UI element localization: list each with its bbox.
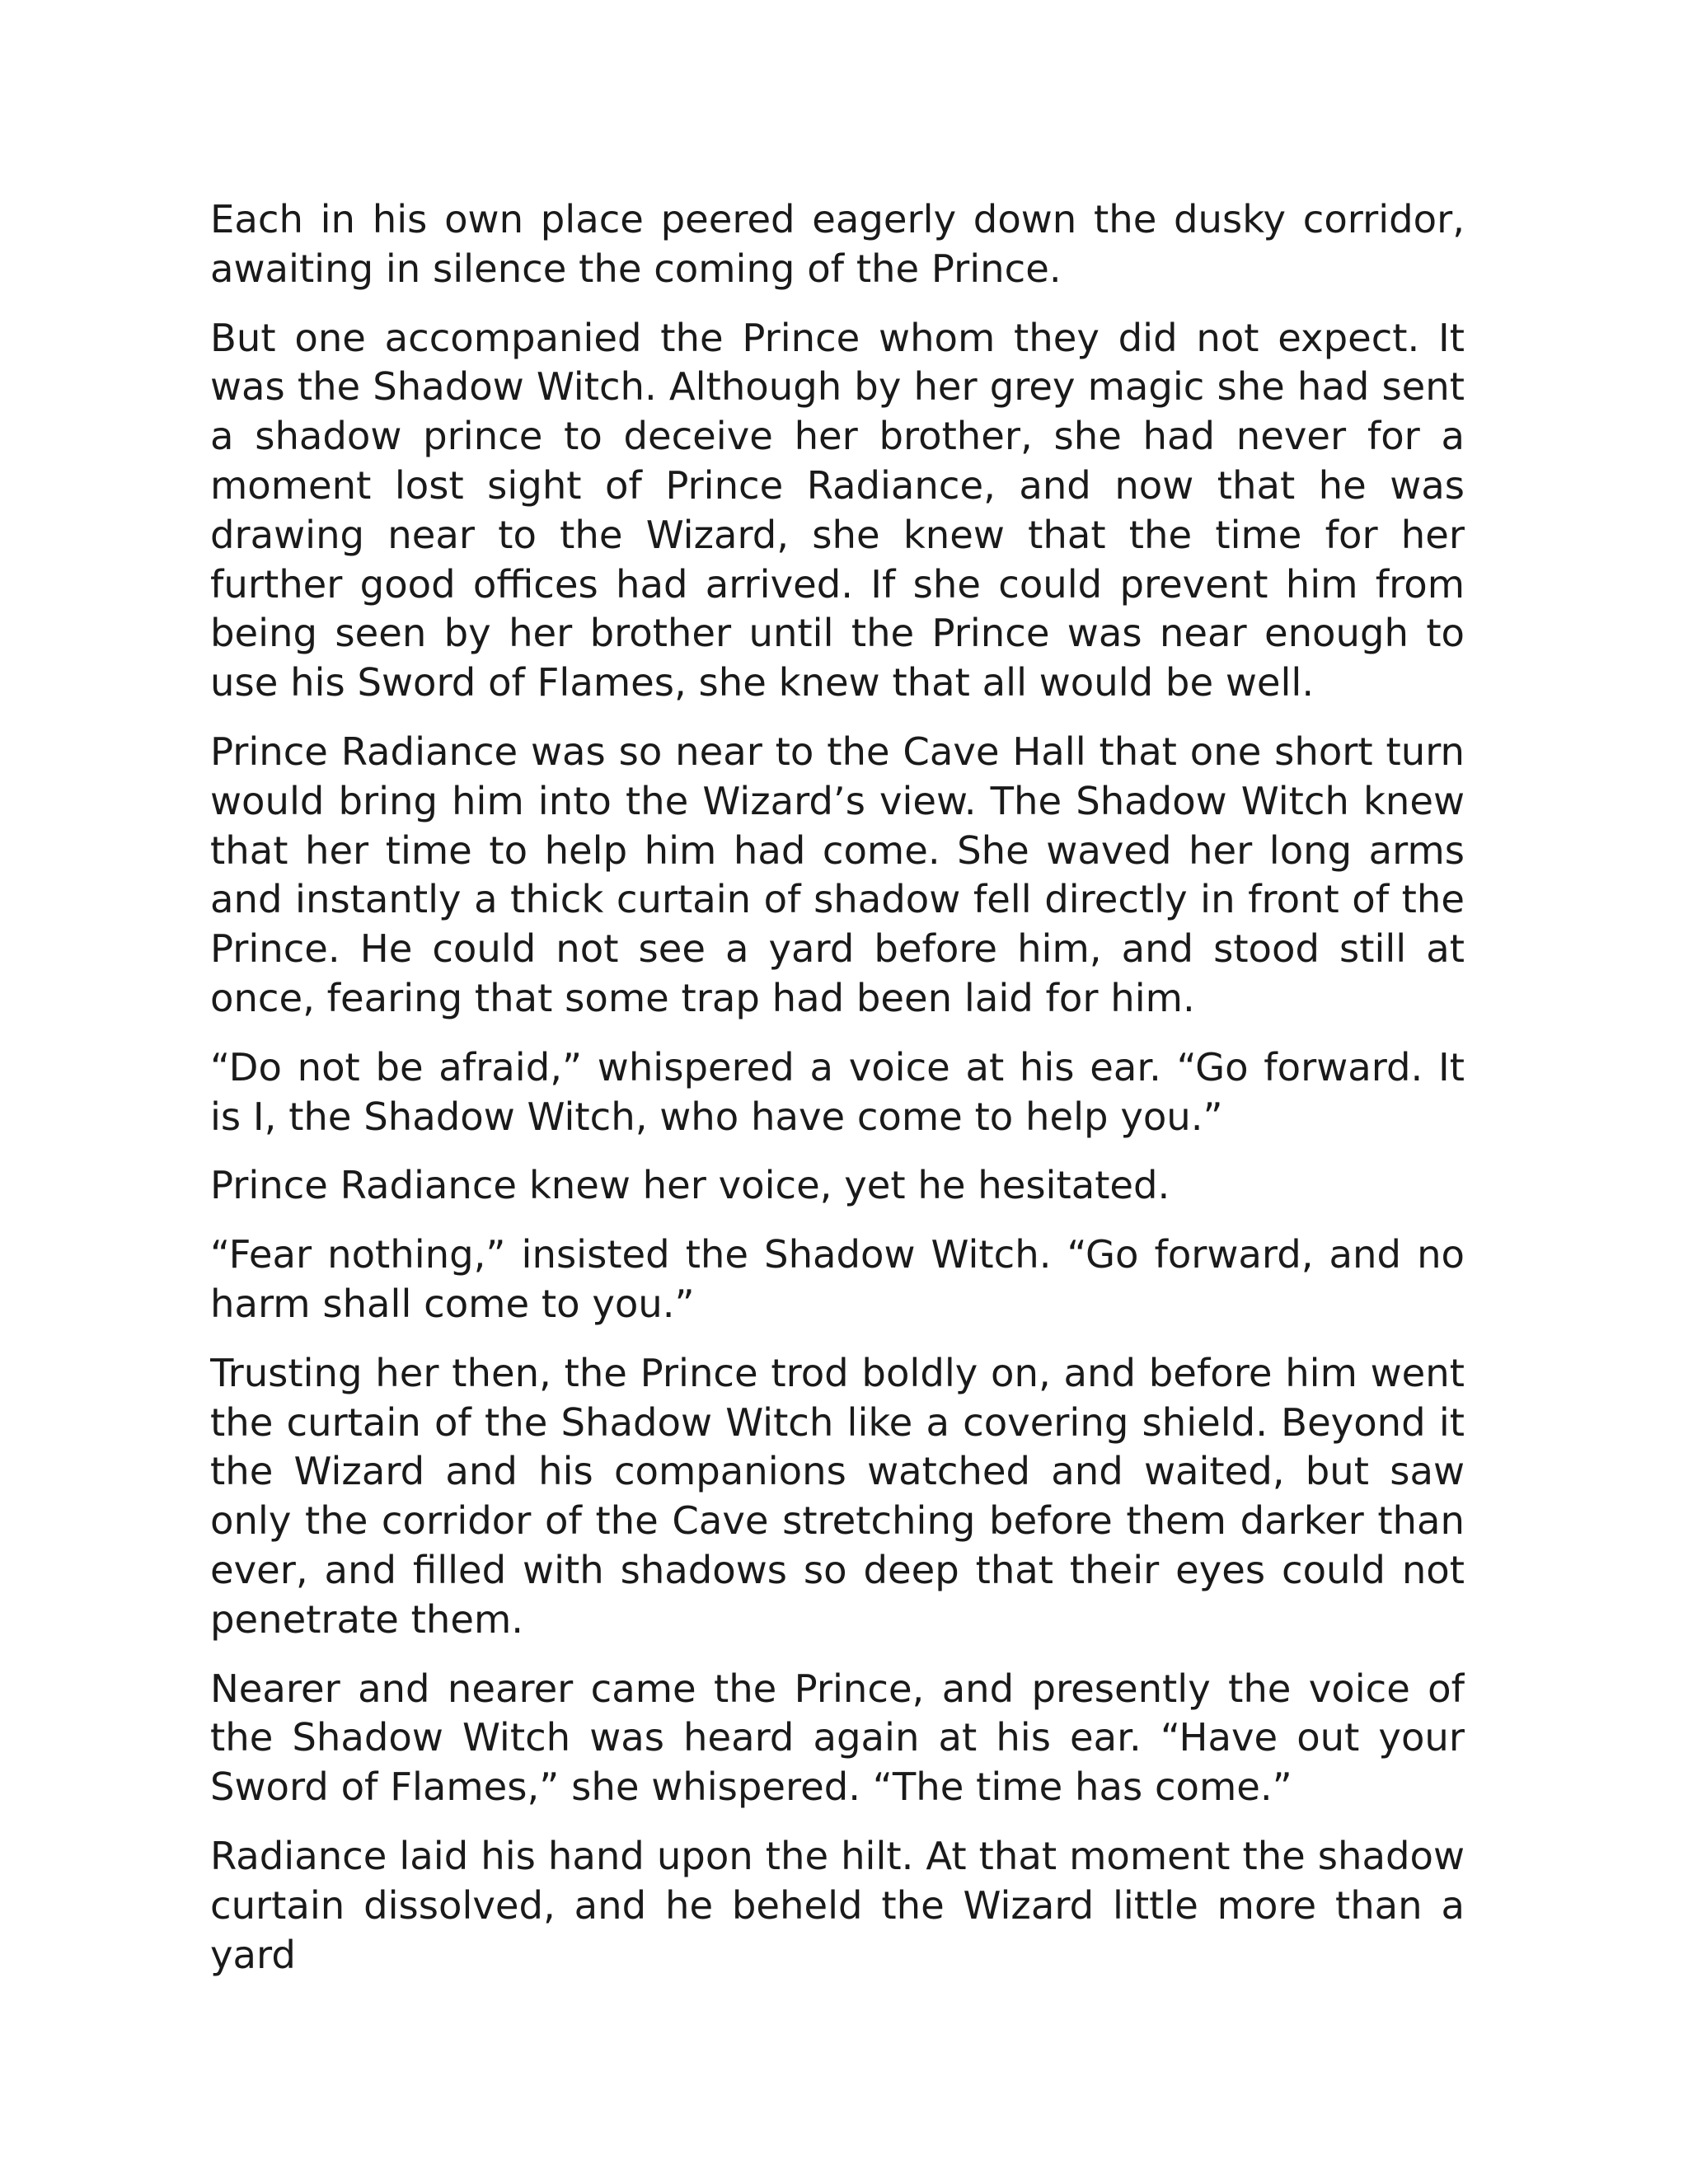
paragraph-6: “Fear nothing,” insisted the Shadow Witch. “Go forward, and no harm shall come to you.”: [210, 1232, 1465, 1326]
paragraph-7: Trusting her then, the Prince trod boldly on, and before him went the curtain of the Shadow Witch like a covering shield. Beyond it the Wizard and his companions watched and waited, but saw only the corridor of the Cave stretching before them darker than ever, and filled with shadows so deep that their eyes could not penetrate them.: [210, 1350, 1465, 1642]
paragraph-4: “Do not be afraid,” whispered a voice at his ear. “Go forward. It is I, the Shadow Witch, who have come to help you.”: [210, 1044, 1465, 1139]
paragraph-8: Nearer and nearer came the Prince, and presently the voice of the Shadow Witch was heard again at his ear. “Have out your Sword of Flames,” she whispered. “The time has come.”: [210, 1666, 1465, 1810]
paragraph-1: Each in his own place peered eagerly down the dusky corridor, awaiting in silence the coming of the Prince.: [210, 197, 1465, 291]
paragraph-9: Radiance laid his hand upon the hilt. At that moment the shadow curtain dissolved, and he beheld the Wizard little more than a yard: [210, 1833, 1465, 1977]
paragraph-2: But one accompanied the Prince whom they did not expect. It was the Shadow Witch. Although by her grey magic she had sent a shadow prince to deceive her brother, she had never for a moment lost sight of Prince Radiance, and now that he was drawing near to the Wizard, she knew that the time for her further good offices had arrived. If she could prevent him from being seen by her brother until the Prince was near enough to use his Sword of Flames, she knew that all would be well.: [210, 315, 1465, 705]
page-body: [210, 195, 1465, 2157]
paragraph-3: Prince Radiance was so near to the Cave Hall that one short turn would bring him into the Wizard’s view. The Shadow Witch knew that her time to help him had come. She waved her long arms and instantly a thick curtain of shadow fell directly in front of the Prince. He could not see a yard before him, and stood still at once, fearing that some trap had been laid for him.: [210, 729, 1465, 1020]
paragraph-5: Prince Radiance knew her voice, yet he hesitated.: [210, 1163, 1170, 1208]
